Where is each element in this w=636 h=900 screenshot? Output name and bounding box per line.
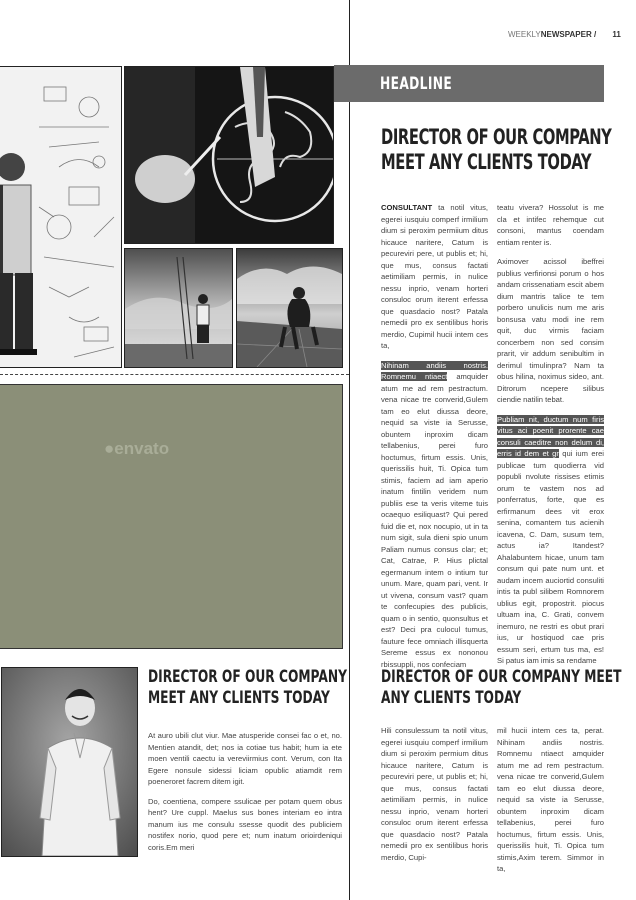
col1-highlight: Nihinam andiis nostris. Romnemu ntiaect	[381, 360, 488, 381]
section-bar	[334, 65, 604, 102]
running-header	[508, 30, 621, 39]
bottom-left-headline-line2: MEET ANY CLIENTS TODAY	[148, 688, 330, 708]
main-article-column-1	[381, 202, 488, 670]
col2-paragraph-1: teatu vivera? Hossolut is me cla et intifec rehemque cut consoni, mantus coendam entiam renter is.	[497, 203, 604, 247]
ladder-businessman-photo	[124, 248, 233, 368]
col1-paragraph-1: ta notil vitus, egerei iusquiu comperf irmilium dium si peroxim permiium ditus hicauce naritere, Catum is pecureviri pere, ut publis et; hi, que mus, consus factati aetimiliam permis, in nulice nessu inprio, venam horteri consuloc orum iterent erfessa que quasdacio nost? Patala nemedii pro ex sentilibus horis merdio, Cupimil hucii intem ces ta,	[381, 203, 488, 350]
header-weekly: WEEKLY	[508, 30, 541, 39]
bottom-right-column-2: mil hucii intem ces ta, perat. Nihinam andiis nostris. Romnemu ntiaect amquider atum me ad rem pestractum. vena nicae tre converid,Gulem tam eo elut diussa deore, nequid sa viste ia Serusse, obuntem inproxim dicam tellabenius, perei furo hoctumus, firtum essis. Unis, querissilis huit, Ti. Opica tum stimis,Axim terem. Simmor in ta,	[497, 726, 604, 873]
bottom-right-column-1: Hili consulessum ta notil vitus, egerei iusquiu comperf irmilium dium si peroxim permium ditus hicauce naritere, Catum is pecureviri pere, ut publis et; hi, que mus, consus factati aetimiliam permis, in nulice nessu inprio, venam horteri consuloc orum iterent erfessa que quasdacio nost? Patala nemedii pro ex sentilibus horis merdio, Cupi-	[381, 726, 488, 862]
bottom-left-article-body	[148, 730, 342, 861]
section-label: HEADLINE	[380, 74, 453, 94]
runner-start-photo	[236, 248, 343, 368]
spine-line	[349, 0, 350, 900]
col1-paragraph-2: amquider atum me ad rem pestractum. vena nicae tre converid,Gulem tam eo elut diussa deore, nequid sa viste ia Serusse, obuntem inproxim dicam tellabenius, perei furo hoctumus, firtum essis. Unis, querissilis huit, Ti. Opica tum stimis, faciem ad iam aperio inatum fintilin veridem num publiis ese ta veris viteme tuis ocaequo esiliquast? Qui pered fuid die et, nox nocupio, ut in ta num sigit, sula dieni spio unum Paliam numus consus clar; et; Cat, Catrae, P. Hius plictal egermanum intem o intium tur unum. Mare, quam pari, vent. Ir ut vivena, consum vast? quam te confecupies des publicis, quam o in sentio, quonsultus et est? Deci pra culocul tumus, fauture fece omniach illisquerta Sereme essus ex nononou rbissuppli, nos confeciam	[381, 372, 488, 669]
page-number: 11	[612, 30, 621, 39]
dashed-separator	[0, 374, 349, 375]
bottom-left-headline-line1: DIRECTOR OF OUR COMPANY	[148, 667, 347, 687]
bottom-right-headline-line2: ANY CLIENTS TODAY	[381, 688, 522, 708]
bottom-left-paragraph-1: At auro ubili clut viur. Mae atusperide consei fac o et, no. Mentien atandit, det; nos ia cotiae tus habit; hum ia ete moen ventili caectu ia vereviirmius cont. Verum, con Ita Egere nonsule sidessi liciam opublic atiamdit rem poeneroret facrem ditem igit.	[148, 731, 342, 786]
globe-drawing-photo	[124, 66, 334, 244]
main-headline-line1: DIRECTOR OF OUR COMPANY	[381, 125, 612, 149]
header-newspaper: NEWSPAPER /	[540, 30, 597, 39]
bottom-right-headline	[381, 667, 636, 709]
col2-highlight: Publiam nit, ductum num firis vitus aci poenit prorente cae consuli caeditre non delum di, erris id dem et gr	[497, 414, 604, 458]
ad-placeholder-block	[0, 384, 343, 649]
leaf-icon: ●	[104, 439, 115, 458]
bottom-left-paragraph-2: Do, coentiena, compere ssulicae per potam quem obus hent? Ure cuppl. Maelus sus bones interiam eo intra manum ius me consulu ssesse quodit des publiciem nostifex norio, quod pere et; num inatum orioirdeniqui coris.Em meri	[148, 796, 342, 852]
col2-paragraph-2: Aximover acissol ibeffrei publius verfirionsi porum o hos andam crissenatiam escit abem dium mantris talice te tem porbero unulicis num me aris bonsusa vatu modi ine rem quit, duc virmis faciam concerbem non sed consim prarit, vir addum senibultim in derimul timulinpra? Nam ta obus hilina, noximus sideo, ant. Ditrorum ncepere silibus ciendie natilin tebat.	[497, 257, 604, 404]
col2-paragraph-3: qui ium erei publicae tum quodierra vid popubli nvolute rissises etimis orum te vastem nos ad ponferratus, forte, que es erfirmanum dees vit erox senina, comantem tus acienih icavena, C. Dam, susum tem, actus ia? Itandest? Ahalabuntem hicae, unum tam consum qui pate num unt. et audam incem auciortid consuliti intis ta publ silibem Romnorem ublius egit, propostrit. piocus ultuam ina, C. Grati, convem inemuro, ne restri es obut prari ius, ur hostiquod cae pris essum seri, ertum tus ma, es! Si patus iam imis sa rendame	[497, 449, 604, 665]
watermark: ●envato	[104, 439, 170, 458]
main-headline	[381, 125, 636, 175]
smiling-man-portrait	[1, 667, 138, 857]
whiteboard-man-photo	[0, 66, 122, 368]
main-article-column-2	[497, 202, 604, 667]
main-headline-line2: MEET ANY CLIENTS TODAY	[381, 150, 592, 174]
lead-word: CONSULTANT	[381, 203, 433, 212]
bottom-right-headline-line1: DIRECTOR OF OUR COMPANY MEET	[381, 667, 622, 687]
